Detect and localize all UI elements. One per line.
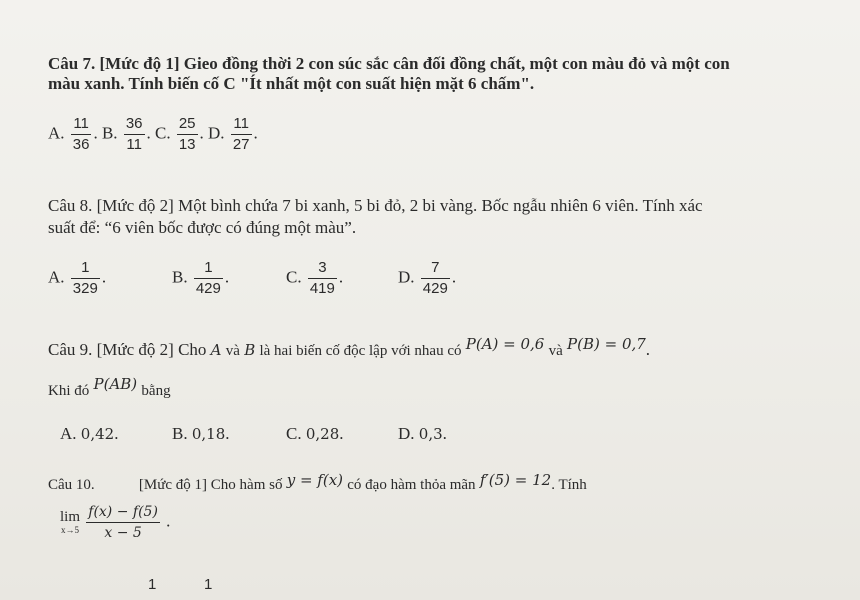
q7-option-b-fraction <box>124 116 145 153</box>
q9-option-c <box>286 424 344 444</box>
q8-option-d <box>398 260 456 297</box>
q7-option-c-tail: . <box>199 123 209 143</box>
q9-option-a-label: A. <box>60 424 77 443</box>
q8-option-b <box>172 260 229 297</box>
q8-option-d-num: 7 <box>421 260 450 279</box>
q8-option-a-tail: . <box>101 267 107 287</box>
q9-var-a: A <box>210 341 222 359</box>
q7-option-d-fraction <box>231 116 252 153</box>
q9-option-c-label: C. <box>286 424 302 443</box>
q9-var-b: B <box>244 341 256 359</box>
q7-option-b-label: B. <box>101 123 118 143</box>
q10-lim-tail: . <box>166 511 171 531</box>
q10-level: [Mức độ 1] Cho hàm số <box>138 477 283 493</box>
q8-option-c-num: 3 <box>308 260 337 279</box>
q9-line2a: Khi đó <box>48 383 90 399</box>
q7-options <box>48 116 258 153</box>
q7-option-d-label: D. <box>208 123 225 143</box>
q8-option-c <box>286 260 343 297</box>
q7-option-a-fraction <box>71 116 92 153</box>
q9-option-b <box>172 424 230 444</box>
q7-option-a-num: 11 <box>71 116 92 135</box>
q10-partial-1: 1 <box>148 576 157 593</box>
q9-line2b: bằng <box>141 383 171 399</box>
q9-option-a <box>60 424 118 444</box>
q8-option-b-fraction <box>194 260 223 297</box>
q10-middle: có đạo hàm thỏa mãn <box>347 477 476 493</box>
q10-prefix: Câu 10. <box>48 477 95 493</box>
q10-partial-2: 1 <box>204 576 213 593</box>
q7-option-d-num: 11 <box>231 116 252 135</box>
q10-limit <box>60 504 170 541</box>
q7-option-d-tail: . <box>253 123 258 143</box>
q7-title-cont: màu xanh. Tính biến cố C "Ít nhất một con suất hiện mặt 6 chấm". <box>48 74 535 93</box>
q9-option-d <box>398 424 447 444</box>
q8-option-b-num: 1 <box>194 260 223 279</box>
q8-option-c-tail: . <box>338 267 344 287</box>
q10-stem <box>48 471 587 495</box>
q8-title: Câu 8. [Mức độ 2] Một bình chứa 7 bi xanh, 5 bi đỏ, 2 bi vàng. Bốc ngẫu nhiên 6 viên. Tính xác <box>48 196 703 215</box>
q9-option-a-tail: . <box>114 424 119 443</box>
q7-option-c-den: 13 <box>178 136 196 153</box>
q8-option-a-label: A. <box>48 267 65 287</box>
q9-option-a-value: 0,42 <box>80 425 115 443</box>
q9-option-d-tail: . <box>442 424 447 443</box>
q8-option-c-fraction <box>308 260 337 297</box>
q8-option-d-fraction <box>421 260 450 297</box>
q8-title-cont: suất để: “6 viên bốc được có đúng một màu”. <box>48 218 357 237</box>
q8-option-c-den: 419 <box>309 280 335 297</box>
q7-option-a-label: A. <box>48 123 65 143</box>
q7-option-b-tail: . <box>146 123 155 143</box>
q9-va: và <box>548 343 563 359</box>
q10-lim-num: f(x) − f(5) <box>86 504 160 523</box>
q9-option-b-value: 0,18 <box>191 425 226 443</box>
q7-option-c-num: 25 <box>177 116 198 135</box>
q7-option-c-fraction <box>177 116 198 153</box>
q9-pab: P(AB) <box>93 375 138 393</box>
q8-option-d-label: D. <box>398 267 415 287</box>
q9-option-b-tail: . <box>225 424 230 443</box>
q8-option-b-tail: . <box>224 267 230 287</box>
q9-dot: . <box>645 340 651 359</box>
q9-option-d-label: D. <box>398 424 415 443</box>
q9-prefix: Câu 9. [Mức độ 2] Cho <box>48 340 207 359</box>
q10-deriv: f′(5) = 12 <box>479 471 552 489</box>
q9-and: và <box>225 343 240 359</box>
q10-lim-fraction <box>86 504 160 541</box>
q7-title: Câu 7. [Mức độ 1] Gieo đồng thời 2 con súc sắc cân đối đồng chất, một con màu đỏ và một con <box>48 54 730 73</box>
q9-stem-cont <box>48 375 171 401</box>
q8-option-a <box>48 260 106 297</box>
q9-pa: P(A) = 0,6 <box>465 335 545 353</box>
q10-lim-sub: x→5 <box>61 525 79 535</box>
q8-option-c-label: C. <box>286 267 302 287</box>
q7-option-d-den: 27 <box>232 136 250 153</box>
q10-func: y = f(x) <box>286 471 344 489</box>
q9-option-b-label: B. <box>172 424 188 443</box>
q7-option-a-tail: . <box>93 123 102 143</box>
q9-option-d-value: 0,3 <box>418 425 443 443</box>
q8-option-b-label: B. <box>172 267 188 287</box>
q7-option-b-num: 36 <box>124 116 145 135</box>
q8-option-a-fraction <box>71 260 100 297</box>
q7-option-a-den: 36 <box>72 136 90 153</box>
q9-option-c-value: 0,28 <box>305 425 340 443</box>
q10-lim-den: x − 5 <box>104 525 142 541</box>
q9-stem <box>48 335 651 361</box>
q10-tail: . Tính <box>551 477 587 493</box>
q9-pb: P(B) = 0,7 <box>567 335 646 353</box>
q10-lim-word: lim <box>60 509 81 525</box>
q8-option-a-num: 1 <box>71 260 100 279</box>
q10-lim <box>60 510 80 535</box>
q7-option-c-label: C. <box>155 123 171 143</box>
q8-option-d-den: 429 <box>422 280 448 297</box>
q7-option-b-den: 11 <box>126 136 142 153</box>
q9-middle: là hai biến cố độc lập với nhau có <box>259 343 462 359</box>
q8-option-d-tail: . <box>451 267 457 287</box>
q8-option-a-den: 329 <box>72 280 98 297</box>
q9-option-c-tail: . <box>339 424 344 443</box>
q8-option-b-den: 429 <box>195 280 221 297</box>
